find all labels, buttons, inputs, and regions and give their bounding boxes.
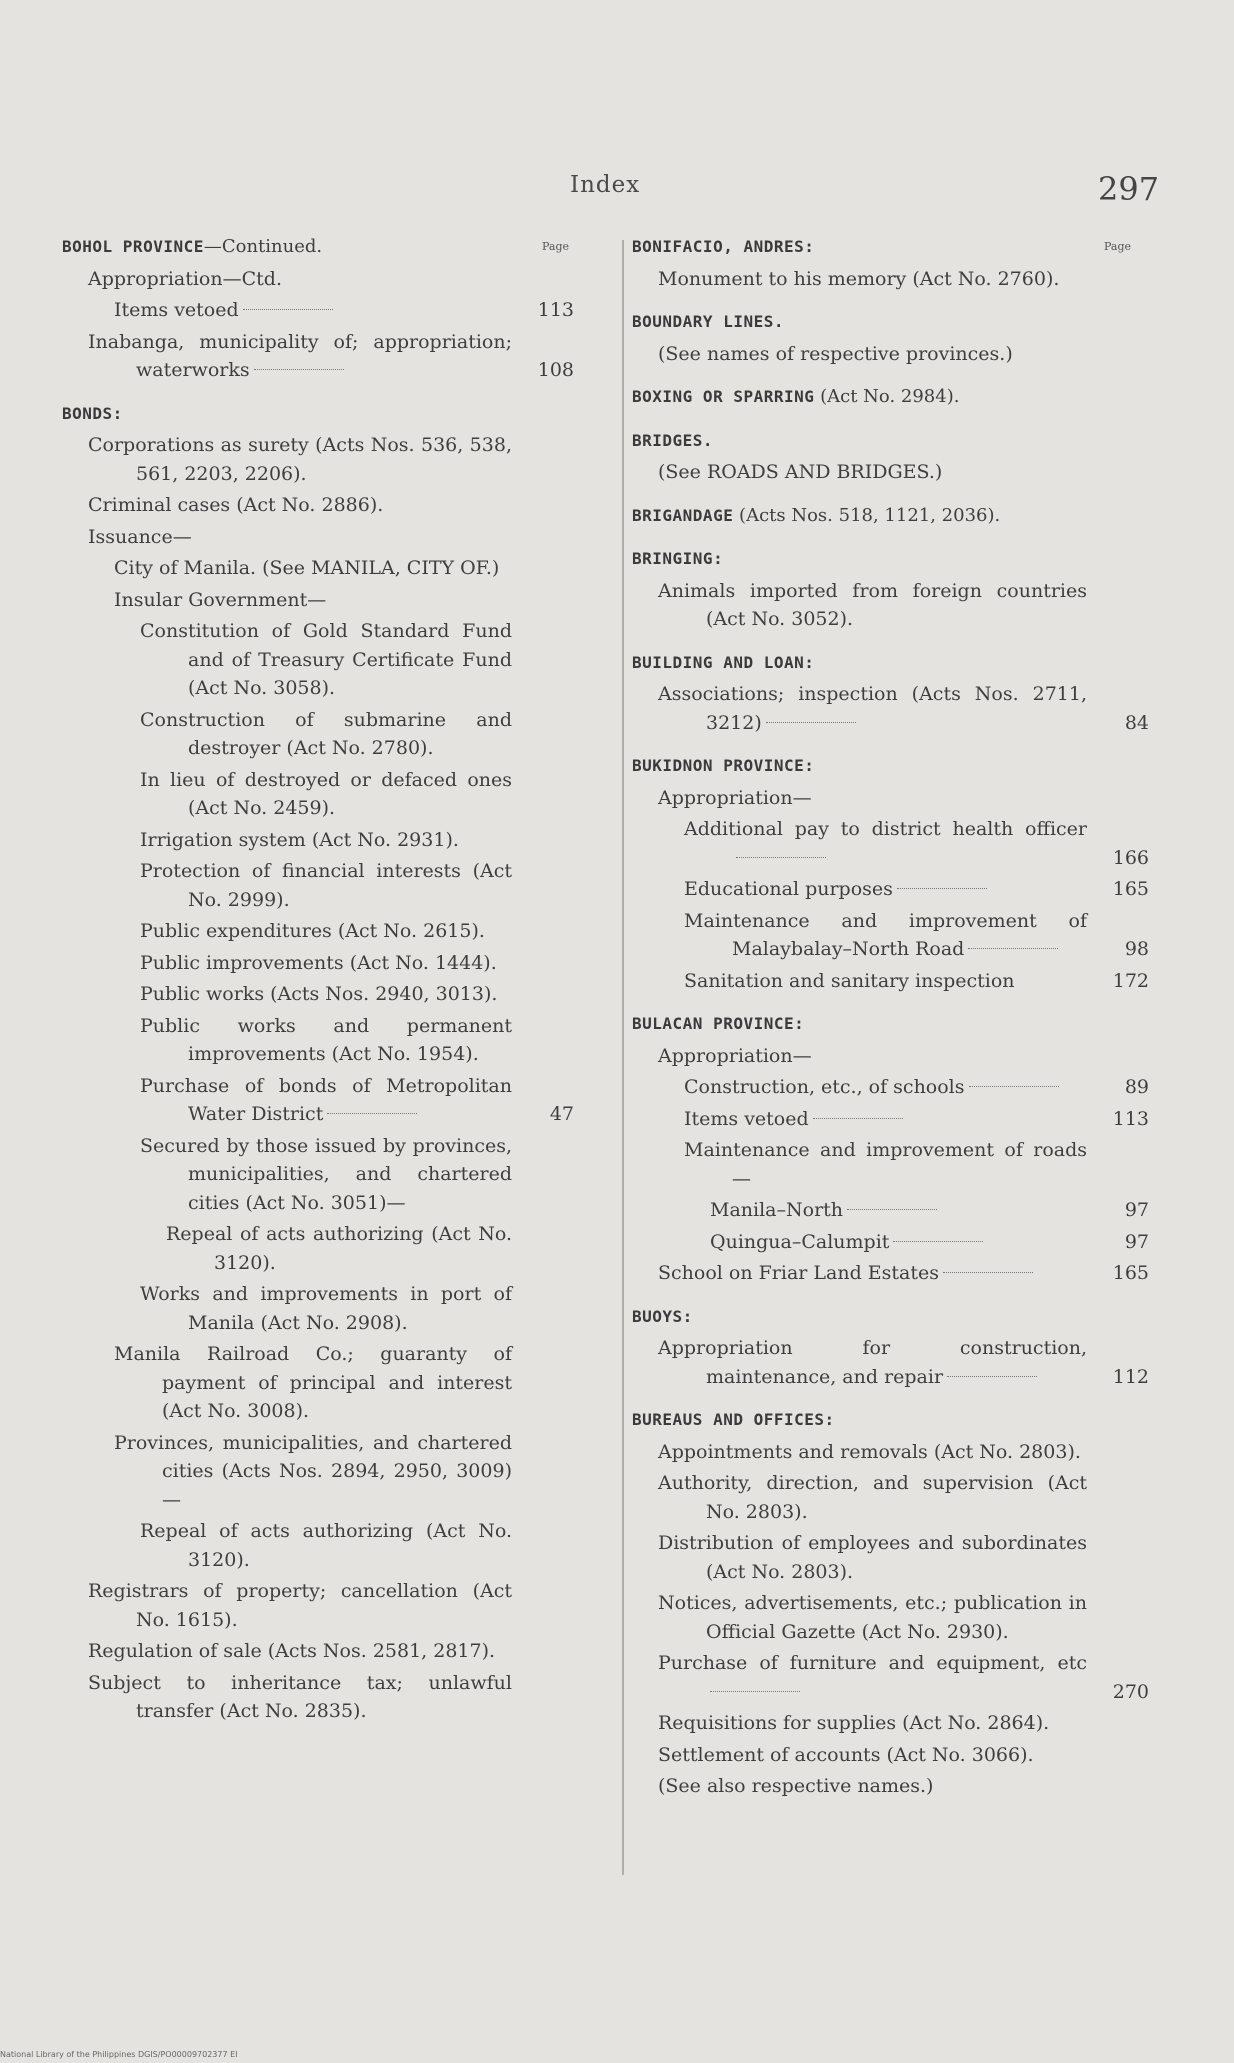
page-ref: 165 (1112, 878, 1149, 900)
index-entry (62, 949, 512, 978)
index-entry (632, 1589, 1087, 1646)
index-heading (632, 544, 1087, 574)
index-entry (62, 586, 512, 615)
entry-text: Secured by those issued by provinces, municipalities, and chartered cities (Act No. 3051)— (140, 1134, 512, 1214)
entry-text: Regulation of sale (Acts Nos. 2581, 2817). (88, 1640, 496, 1662)
entry-text: Constitution of Gold Standard Fund and of Treasury Certificate Fund (Act No. 3058). (140, 620, 512, 699)
leader-dots (893, 1241, 983, 1242)
index-entry (62, 980, 512, 1009)
index-heading (632, 382, 1087, 412)
heading-term: BRIGANDAGE (632, 505, 734, 525)
index-entry (62, 1340, 512, 1426)
entry-text: Requisitions for supplies (Act No. 2864). (658, 1712, 1050, 1734)
index-heading (632, 232, 1087, 262)
entry-text: City of Manila. (See MANILA, CITY OF.) (114, 557, 500, 579)
entry-text: Associations; inspection (Acts Nos. 2711, 3212) (658, 683, 1087, 734)
page-ref: 113 (537, 299, 574, 321)
index-entry (62, 766, 512, 823)
entry-text: Appropriation— (658, 786, 812, 809)
entry-text: Manila Railroad Co.; guaranty of payment of principal and interest (Act No. 3008). (114, 1343, 512, 1422)
index-entry (62, 491, 512, 520)
heading-term: BUREAUS AND OFFICES: (632, 1410, 835, 1429)
index-entry (632, 784, 1087, 813)
entry-text: Inabanga, municipality of; appropriation; waterworks (88, 330, 512, 381)
index-entry (62, 1132, 512, 1218)
index-entry (632, 907, 1149, 964)
leader-dots (710, 1691, 800, 1692)
index-entry (62, 1517, 512, 1574)
index-entry (632, 1105, 1149, 1134)
entry-text: Monument to his memory (Act No. 2760). (658, 267, 1060, 290)
page-ref: 172 (1112, 969, 1149, 992)
entry-text: Authority, direction, and supervision (Act No. 2803). (658, 1472, 1087, 1523)
entry-text: Educational purposes (684, 878, 893, 900)
entry-text: Corporations as surety (Acts Nos. 536, 538, 561, 2203, 2206). (88, 434, 512, 485)
page-ref: 270 (1112, 1680, 1149, 1703)
page-label-left: Page (542, 240, 570, 253)
leader-dots (813, 1118, 903, 1119)
heading-term: BOXING OR SPARRING (632, 387, 815, 406)
leader-dots (254, 369, 344, 370)
index-entry (62, 265, 512, 294)
heading-term: BRIDGES. (632, 430, 714, 450)
entry-text: Insular Government— (114, 588, 327, 611)
index-entry (632, 1196, 1149, 1225)
index-heading (62, 232, 512, 262)
entry-text: Sanitation and sanitary inspection (684, 969, 1015, 992)
index-entry (632, 1772, 1087, 1801)
index-entry (62, 296, 574, 325)
page-ref: 97 (1124, 1230, 1149, 1253)
index-entry (632, 1709, 1087, 1738)
entry-text: Additional pay to district health officer (684, 818, 1087, 840)
index-entry (632, 340, 1087, 369)
entry-text: (See also respective names.) (658, 1775, 934, 1797)
index-entry (62, 857, 512, 914)
heading-term: BONIFACIO, ANDRES: (632, 237, 815, 256)
index-entry (62, 554, 512, 583)
page-label-right: Page (1104, 240, 1132, 253)
leader-dots (327, 1113, 417, 1114)
entry-text: School on Friar Land Estates (658, 1262, 939, 1284)
entry-text: Appropriation— (658, 1044, 812, 1067)
leader-dots (969, 1086, 1059, 1087)
heading-term: BUKIDNON PROVINCE: (632, 756, 815, 775)
index-entry (632, 1073, 1149, 1102)
entry-text: Public works and permanent improvements (Act No. 1954). (140, 1014, 512, 1065)
page-ref: 97 (1124, 1199, 1149, 1221)
entry-text: Purchase of furniture and equipment, etc (658, 1652, 1087, 1674)
entry-text: Notices, advertisements, etc.; publication in Official Gazette (Act No. 2930). (658, 1592, 1087, 1643)
heading-term: BUILDING AND LOAN: (632, 652, 815, 672)
entry-text: Registrars of property; cancellation (Act No. 1615). (88, 1580, 512, 1631)
index-entry (62, 617, 512, 703)
heading-term: BULACAN PROVINCE: (632, 1014, 805, 1033)
page-ref: 89 (1124, 1076, 1149, 1098)
index-entry (632, 815, 1149, 872)
entry-text: Quingua–Calumpit (710, 1230, 890, 1253)
index-entry (632, 1438, 1087, 1467)
index-entry (62, 1577, 512, 1634)
entry-text: Items vetoed (114, 299, 239, 321)
index-entry (62, 1429, 512, 1515)
index-entry (62, 523, 512, 552)
index-heading (632, 1405, 1087, 1435)
index-entry (632, 1259, 1149, 1288)
leader-dots (968, 948, 1058, 949)
index-entry (632, 680, 1149, 737)
index-entry (632, 1228, 1149, 1257)
entry-text: Construction of submarine and destroyer (Act No. 2780). (140, 708, 512, 759)
entry-text: Repeal of acts authorizing (Act No. 3120). (166, 1223, 512, 1274)
index-entry (632, 875, 1149, 904)
page-ref: 47 (549, 1103, 574, 1125)
entry-text: Items vetoed (684, 1107, 809, 1130)
index-heading (632, 1302, 1087, 1332)
entry-text: Provinces, municipalities, and chartered cities (Acts Nos. 2894, 2950, 3009)— (114, 1431, 512, 1511)
index-entry (632, 577, 1087, 634)
index-entry (632, 1136, 1087, 1193)
index-entry (632, 1649, 1149, 1706)
entry-text: Repeal of acts authorizing (Act No. 3120). (140, 1520, 512, 1571)
index-entry (62, 1012, 512, 1069)
entry-text: In lieu of destroyed or defaced ones (Act No. 2459). (140, 768, 512, 819)
heading-term: BOHOL PROVINCE (62, 237, 204, 256)
index-entry (62, 1220, 512, 1277)
column-divider (622, 240, 624, 1875)
index-heading (632, 501, 1087, 531)
entry-text: (See ROADS AND BRIDGES.) (658, 461, 943, 483)
index-entry (632, 1469, 1087, 1526)
index-entry (632, 967, 1149, 996)
heading-continuation: (Acts Nos. 518, 1121, 2036). (733, 504, 1001, 526)
index-entry (62, 1637, 512, 1666)
index-entry (62, 917, 512, 946)
page-ref: 112 (1112, 1365, 1149, 1388)
index-entry (62, 1669, 512, 1726)
index-heading (62, 399, 512, 429)
heading-continuation: —Continued. (203, 236, 323, 257)
entry-text: Purchase of bonds of Metropolitan Water District (140, 1074, 512, 1125)
entry-text: Works and improvements in port of Manila (Act No. 2908). (140, 1283, 512, 1334)
page-ref: 165 (1112, 1262, 1149, 1284)
index-heading (632, 426, 1087, 456)
entry-text: Criminal cases (Act No. 2886). (88, 494, 384, 516)
page-ref: 98 (1124, 938, 1149, 960)
leader-dots (847, 1209, 937, 1210)
index-heading (632, 648, 1087, 678)
page-ref: 113 (1112, 1107, 1149, 1130)
index-entry (62, 1072, 574, 1129)
index-entry (632, 1529, 1087, 1586)
index-heading (632, 1009, 1087, 1039)
entry-text: Irrigation system (Act No. 2931). (140, 828, 459, 851)
index-entry (62, 826, 512, 855)
entry-text: Maintenance and improvement of roads— (684, 1139, 1087, 1190)
index-heading (632, 307, 1087, 337)
entry-text: Animals imported from foreign countries (Act No. 3052). (658, 579, 1087, 630)
heading-term: BRINGING: (632, 549, 724, 568)
leader-dots (736, 857, 826, 858)
page-ref: 108 (537, 359, 574, 381)
leader-dots (897, 888, 987, 889)
entry-text: (See names of respective provinces.) (658, 342, 1013, 365)
index-entry (62, 328, 574, 385)
entry-text: Appropriation for construction, maintenance, and repair (658, 1337, 1087, 1388)
index-entry (632, 1042, 1087, 1071)
page-number: 297 (1098, 170, 1160, 208)
entry-text: Protection of financial interests (Act No. 2999). (140, 860, 512, 911)
heading-continuation: (Act No. 2984). (814, 386, 960, 407)
entry-text: Settlement of accounts (Act No. 3066). (658, 1743, 1034, 1766)
index-entry (62, 431, 512, 488)
index-entry (632, 265, 1087, 294)
entry-text: Issuance— (88, 525, 192, 548)
entry-text: Public works (Acts Nos. 2940, 3013). (140, 983, 498, 1005)
leader-dots (943, 1272, 1033, 1273)
index-entry (62, 1280, 512, 1337)
entry-text: Manila–North (710, 1199, 844, 1221)
index-heading (632, 751, 1087, 781)
heading-term: BONDS: (62, 403, 123, 423)
heading-term: BUOYS: (632, 1306, 693, 1326)
entry-text: Appointments and removals (Act No. 2803). (658, 1440, 1081, 1463)
entry-text: Maintenance and improvement of Malaybalay–North Road (684, 909, 1087, 960)
leader-dots (243, 309, 333, 310)
entry-text: Subject to inheritance tax; unlawful transfer (Act No. 2835). (88, 1671, 512, 1722)
entry-text: Construction, etc., of schools (684, 1076, 965, 1098)
index-entry (632, 1334, 1149, 1391)
page-ref: 84 (1124, 711, 1149, 734)
entry-text: Distribution of employees and subordinates (Act No. 2803). (658, 1532, 1087, 1583)
running-head: Index (570, 172, 641, 198)
entry-text: Appropriation—Ctd. (88, 267, 282, 290)
heading-term: BOUNDARY LINES. (632, 312, 784, 331)
leader-dots (947, 1376, 1037, 1377)
footer-credit: National Library of the Philippines DGIS/PO00009702377 EI (0, 2050, 238, 2059)
entry-text: Public improvements (Act No. 1444). (140, 951, 497, 974)
index-entry (62, 706, 512, 763)
leader-dots (766, 722, 856, 723)
index-entry (632, 1741, 1087, 1770)
entry-text: Public expenditures (Act No. 2615). (140, 920, 485, 942)
index-entry (632, 458, 1087, 487)
page-ref: 166 (1112, 846, 1149, 869)
